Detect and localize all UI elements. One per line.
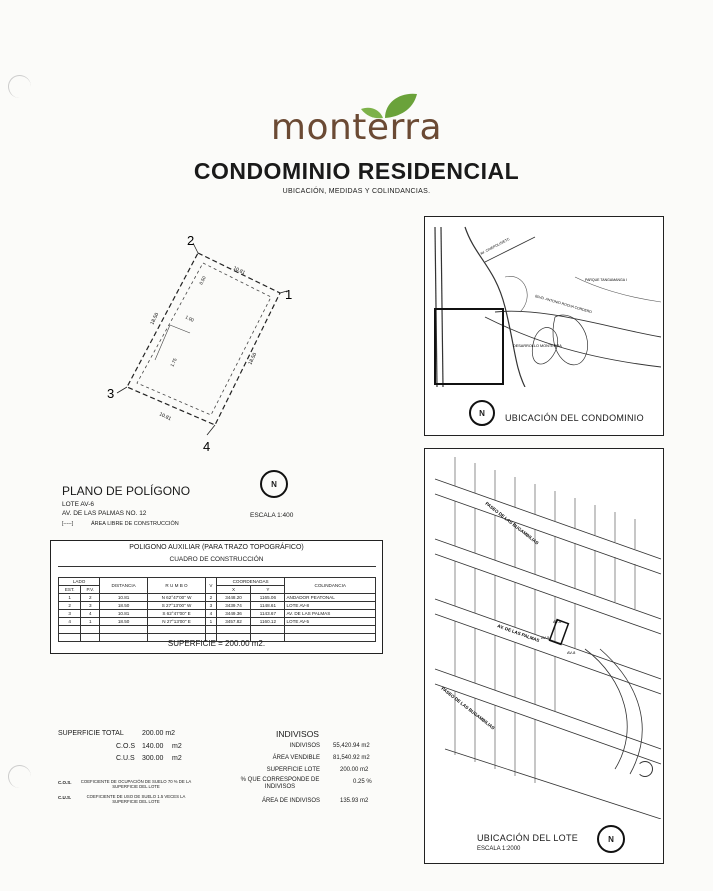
legend-text: ÁREA LIBRE DE CONSTRUCCIÓN: [91, 521, 179, 527]
location-map-panel: [424, 216, 664, 436]
document-title: CONDOMINIO RESIDENCIAL: [193, 158, 520, 184]
lot-label-5: AV-5: [541, 635, 550, 640]
cus-label: C.U.S: [116, 755, 135, 762]
cul-de-sac-icon: [637, 761, 653, 777]
compass-north-icon: N: [597, 825, 625, 853]
street-label-0: PASEO DE LAS BUGAMBILIAS: [484, 500, 540, 546]
construction-table: LADO DISTANCIA R U M B O V COORDENADAS COLINDANCIA EST. P.V. X Y 1 2 10.81 N 62°47'00" W 2 3448.20 1165.06 ANDADOR PEATONAL 2 3 18.50 S 27°13'00" W 3 3439.74 1148.61 LOTE AV-8 3 4 10.81 S 62°47'00" E 4 3449.36 1143.67 AV. DE LAS PALMAS 4 1 18.50 N 27°13'00" E 1 3457.82 1160.12 LOTE AV-5: [58, 577, 376, 642]
dim-inner-right: 1.75: [169, 357, 178, 368]
dim-bottom: 10.81: [158, 411, 173, 423]
table-title: CUADRO DE CONSTRUCCIÓN: [169, 556, 264, 563]
cus-value: 300.00: [142, 755, 164, 762]
vertex-2: 2: [187, 233, 195, 248]
indivisos-title: INDIVISOS: [276, 729, 319, 739]
dim-left: 18.50: [149, 311, 161, 326]
dim-inner-top: 1.00: [184, 314, 195, 323]
lot-map: [425, 449, 664, 819]
street-label-3: DESARROLLO MONTERRA: [513, 344, 562, 348]
superficie-total-label: SUPERFICIE TOTAL: [58, 730, 124, 737]
note-cos-key: C.O.S.: [58, 780, 72, 785]
lot-map-caption: UBICACIÓN DEL LOTE: [477, 833, 579, 843]
lot-label-8: AV-8: [567, 650, 576, 655]
note-cus: COEFICIENTE DE USO DE SUELO 1.5 VECES LA SUPERFICIE DEL LOTE: [86, 794, 186, 804]
table-title-rule: [58, 566, 376, 567]
table-row: 3 4 10.81 S 62°47'00" E 4 3449.36 1143.67 AV. DE LAS PALMAS: [59, 610, 376, 618]
street-label-2: PASEO DE LAS BUGAMBILIAS: [440, 685, 496, 731]
table-superficie: SUPERFICIE = 200.00 m2.: [167, 639, 266, 648]
lot-label-6: AV-6: [553, 619, 562, 624]
street-label-2: BLVD. ANTONIO ROCHA CORDERO: [534, 294, 593, 315]
cos-label: C.O.S: [116, 743, 136, 750]
indivisos-label-2: SUPERFICIE LOTE: [266, 767, 320, 773]
cos-unit: m2: [172, 743, 182, 750]
table-row: 2 3 18.50 S 27°13'00" W 3 3439.74 1148.61 LOTE AV-8: [59, 602, 376, 610]
indivisos-label-4: ÁREA DE INDIVISOS: [261, 798, 320, 804]
dim-right: 18.50: [247, 351, 259, 366]
compass-north-icon: N: [260, 470, 288, 498]
polygon-plan-drawing: [95, 225, 315, 460]
indivisos-value-1: 81,540.92 m2: [333, 755, 370, 761]
indivisos-value-0: 55,420.94 m2: [333, 743, 370, 749]
lot-map-scale: ESCALA 1:2000: [477, 846, 521, 852]
superficie-total-value: 200.00 m2: [142, 730, 176, 737]
street-label-1: AV. DE LAS PALMAS: [496, 623, 541, 644]
indivisos-label-1: ÁREA VENDIBLE: [272, 755, 320, 761]
table-row-empty: [59, 626, 376, 634]
indivisos-value-4: 135.93 m2: [340, 798, 369, 804]
dim-corner: 0.50: [198, 275, 207, 286]
street-label-0: AV. CINEPOLIS/ETC: [479, 237, 511, 256]
dim-top: 10.81: [232, 265, 247, 277]
table-row: 1 2 10.81 N 62°47'00" W 2 3448.20 1165.06 ANDADOR PEATONAL: [59, 594, 376, 602]
note-cus-key: C.U.S.: [58, 795, 72, 800]
punch-hole-top: [8, 75, 31, 98]
compass-north-icon: N: [469, 400, 495, 426]
cos-value: 140.00: [142, 743, 164, 750]
legend-symbol: [-----]: [62, 521, 74, 527]
lot-map-panel: [424, 448, 664, 864]
brand-logo: monterra: [270, 107, 443, 148]
plan-title: PLANO DE POLÍGONO: [62, 484, 191, 498]
indivisos-value-2: 200.00 m2: [340, 767, 369, 773]
plan-lote: LOTE AV-6: [62, 501, 95, 508]
location-map: [425, 217, 664, 387]
indivisos-value-3: 0.25 %: [353, 779, 372, 785]
street-label-1: PARQUE TANGAMANGA I: [585, 278, 627, 282]
table-row: 4 1 18.50 N 27°13'00" E 1 3457.82 1160.12 LOTE AV-5: [59, 618, 376, 626]
vertex-1: 1: [285, 287, 293, 302]
plan-address: AV. DE LAS PALMAS NO. 12: [62, 510, 147, 517]
vertex-4: 4: [203, 439, 211, 454]
location-map-caption: UBICACIÓN DEL CONDOMINIO: [505, 413, 644, 423]
note-cos: COEFICIENTE DE OCUPACIÓN DE SUELO 70 % DE LA SUPERFICIE DEL LOTE: [80, 779, 192, 789]
cus-unit: m2: [172, 755, 182, 762]
document-subtitle: UBICACIÓN, MEDIDAS Y COLINDANCIAS.: [282, 188, 431, 195]
indivisos-label-3: % QUE CORRESPONDE DE INDIVISOS: [240, 777, 320, 790]
table-caption: POLIGONO AUXILIAR (PARA TRAZO TOPOGRÁFICO): [129, 544, 304, 551]
vertex-3: 3: [107, 386, 115, 401]
punch-hole-bottom: [8, 765, 31, 788]
site-highlight-box: [435, 309, 503, 384]
indivisos-label-0: INDIVISOS: [289, 743, 320, 749]
plan-scale: ESCALA 1:400: [250, 512, 294, 519]
